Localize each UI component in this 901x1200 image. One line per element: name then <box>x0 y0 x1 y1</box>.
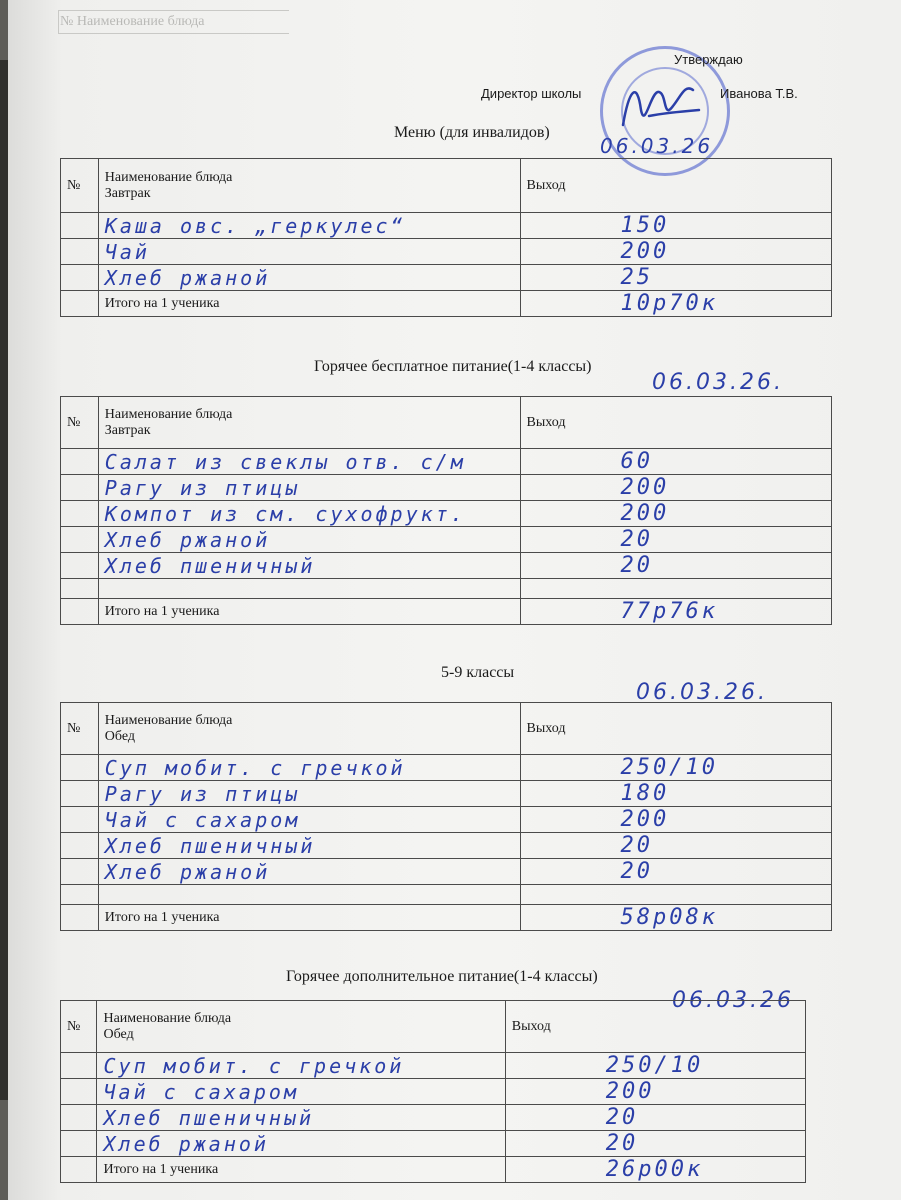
table-row: Хлеб пшеничный 20 <box>61 1105 806 1131</box>
table-row: Салат из свеклы отв. с/м 60 <box>61 449 832 475</box>
menu-table-free-1-4 <box>60 396 832 625</box>
total-row <box>61 291 832 317</box>
meal-label: Обед <box>104 728 135 744</box>
section-title-free-1-4: Горячее бесплатное питание(1-4 классы) <box>314 358 592 375</box>
table-row: Чай 200 <box>61 239 832 265</box>
total-row: Итого на 1 ученика 77р76к <box>61 599 832 625</box>
table-row: Хлеб ржаной 20 <box>61 1131 806 1157</box>
header-num: № <box>61 159 99 213</box>
section-date: 06.03.26. <box>652 370 784 395</box>
header-dish: Наименование блюда Завтрак <box>98 159 520 213</box>
table-row: Хлеб пшеничный 20 <box>61 833 832 859</box>
table-row: Хлеб пшеничный 20 <box>61 553 832 579</box>
approve-date: 06.03.26 <box>600 134 714 158</box>
table-row <box>61 885 832 905</box>
section-title-5-9: 5-9 классы <box>441 664 515 681</box>
table-row: Рагу из птицы 180 <box>61 781 832 807</box>
header-output: Выход <box>520 159 831 213</box>
total-value: 10р70к <box>520 291 831 317</box>
total-row: Итого на 1 ученика 26р00к <box>61 1157 806 1183</box>
table-row: Суп мобит. с гречкой 250/10 <box>61 1053 806 1079</box>
menu-table-5-9 <box>60 702 832 931</box>
director-name: Иванова Т.В. <box>720 86 798 101</box>
menu-table-extra-1-4 <box>60 1000 806 1183</box>
approve-label: Утверждаю <box>674 52 743 67</box>
director-label: Директор школы <box>481 86 582 101</box>
meal-label: Завтрак <box>104 422 151 438</box>
section-title-extra-1-4: Горячее дополнительное питание(1-4 классы) <box>286 968 598 985</box>
total-label: Итого на 1 ученика <box>98 291 520 317</box>
table-header-row <box>61 159 832 213</box>
table-row: Чай с сахаром 200 <box>61 807 832 833</box>
section-date: 06.03.26 <box>672 988 794 1013</box>
table-header-row: № Наименование блюда Завтрак Выход <box>61 397 832 449</box>
table-row: Чай с сахаром 200 <box>61 1079 806 1105</box>
table-header-row: № Наименование блюда Обед Выход <box>61 703 832 755</box>
table-header-row: № Наименование блюда Обед Выход <box>61 1001 806 1053</box>
table-row: Компот из см. сухофрукт. 200 <box>61 501 832 527</box>
director-signature <box>615 70 705 140</box>
menu-table-disabled <box>60 158 832 317</box>
table-row: Хлеб ржаной 25 <box>61 265 832 291</box>
table-row: Суп мобит. с гречкой 250/10 <box>61 755 832 781</box>
section-title-disabled: Меню (для инвалидов) <box>394 124 550 141</box>
table-row: Рагу из птицы 200 <box>61 475 832 501</box>
faint-underlying-header: № Наименование блюда <box>60 14 205 29</box>
section-date: 06.03.26. <box>636 680 768 705</box>
table-row: Хлеб ржаной 20 <box>61 527 832 553</box>
meal-label: Обед <box>103 1026 134 1042</box>
table-row: Каша овс. „геркулес“ 150 <box>61 213 832 239</box>
meal-label: Завтрак <box>104 185 151 201</box>
table-row <box>61 579 832 599</box>
total-row: Итого на 1 ученика 58р08к <box>61 905 832 931</box>
table-row: Хлеб ржаной 20 <box>61 859 832 885</box>
